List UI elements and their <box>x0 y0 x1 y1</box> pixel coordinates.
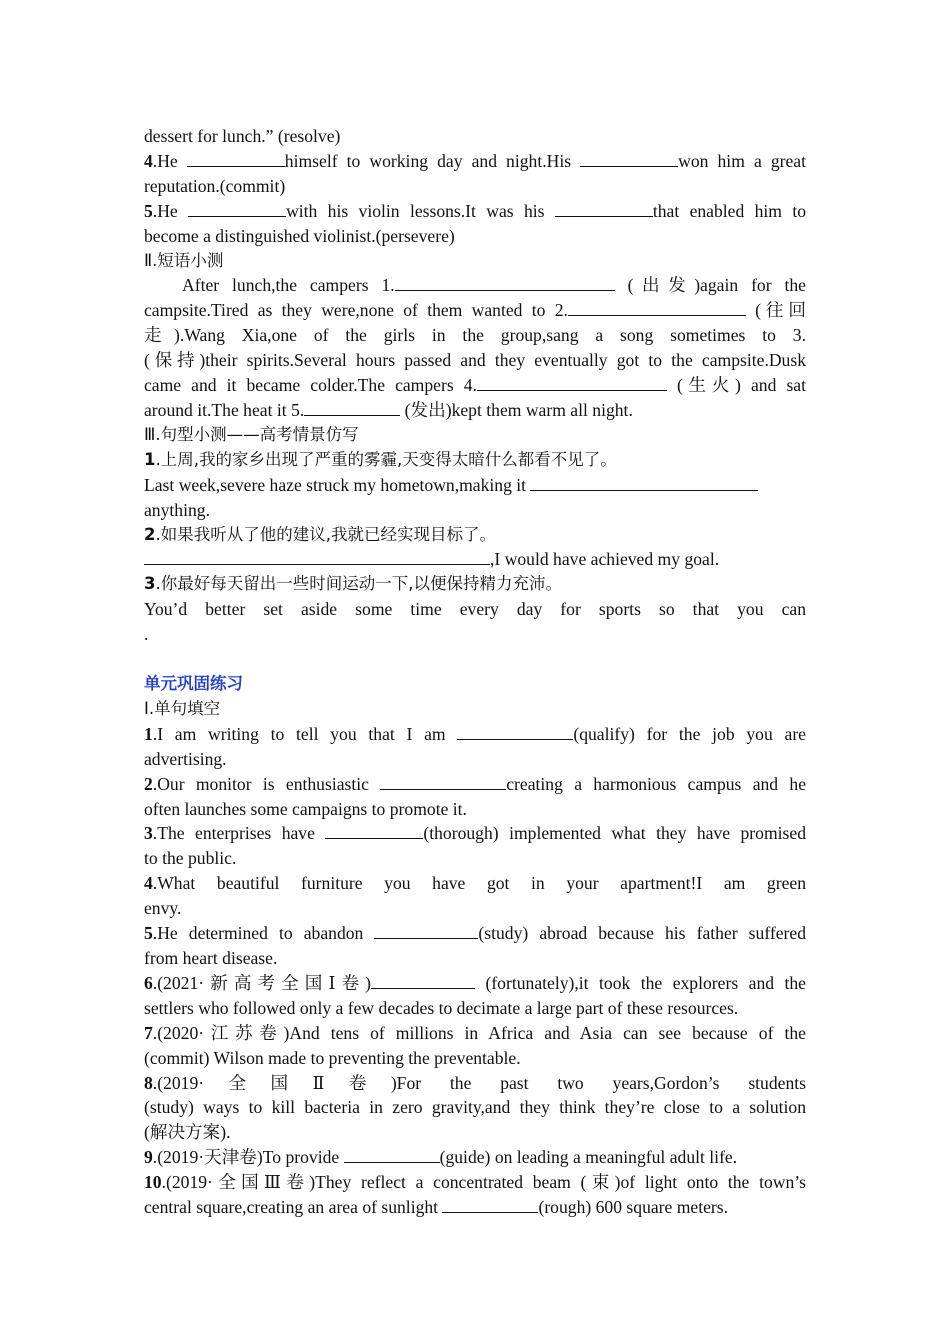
question-number: 7 <box>144 1022 153 1043</box>
question-2-chinese <box>144 523 806 548</box>
text: that enabled him to <box>652 200 807 221</box>
text: creating a harmonious campus and he <box>506 773 807 794</box>
question-number: 2 <box>144 773 153 794</box>
section-heading: Ⅰ.单句填空 <box>144 698 221 718</box>
answer-blank[interactable] <box>371 972 475 989</box>
text: .(2020·江苏卷)And tens of millions in Africa and Asia can see because of the <box>152 1022 806 1043</box>
section-heading: Ⅱ.短语小测 <box>144 250 224 270</box>
text: with his violin lessons.It was his <box>286 200 555 221</box>
answer-blank[interactable] <box>380 773 506 790</box>
text-line: often launches some campaigns to promote it. <box>144 798 467 819</box>
answer-blank[interactable] <box>344 1146 440 1163</box>
answer-blank[interactable] <box>187 150 285 167</box>
text: (rough) 600 square meters. <box>538 1197 729 1218</box>
question-number: 5 <box>144 200 153 221</box>
question-number: 4 <box>144 873 153 894</box>
text: himself to working day and night.His <box>284 150 581 171</box>
answer-blank[interactable] <box>188 200 286 217</box>
text-line: (解决方案). <box>144 1122 231 1143</box>
passage-line <box>144 273 806 298</box>
question-1-english <box>144 473 806 498</box>
text: (往回 <box>745 300 806 321</box>
text-line: from heart disease. <box>144 948 278 968</box>
text: won him a great <box>678 150 806 171</box>
text: .I am writing to tell you that I am <box>152 723 458 744</box>
answer-blank[interactable] <box>568 299 746 316</box>
text: .(2019·天津卷)To provide <box>152 1147 344 1168</box>
text-line: advertising. <box>144 748 227 769</box>
answer-blank[interactable] <box>325 822 423 839</box>
text: .He <box>152 150 187 171</box>
question-2-english <box>144 547 806 572</box>
answer-blank[interactable] <box>442 1196 538 1213</box>
unit-question-2 <box>144 772 806 797</box>
answer-blank[interactable] <box>555 200 653 217</box>
text: .(2021·新高考全国Ⅰ卷) <box>152 972 371 993</box>
text-line: anything. <box>144 499 210 520</box>
question-number: 9 <box>144 1147 153 1168</box>
unit-question-6 <box>144 971 806 996</box>
text: (出发)again for the <box>614 275 806 296</box>
text: .(2019·全国Ⅲ卷)They reflect a concentrated beam (束)of light onto the town’s <box>161 1172 806 1193</box>
question-number: 6 <box>144 972 153 993</box>
unit-question-3 <box>144 821 806 846</box>
text: .He <box>152 200 189 221</box>
answer-blank[interactable] <box>457 723 573 740</box>
answer-blank[interactable] <box>374 922 478 939</box>
text: (fortunately),it took the explorers and the <box>475 972 806 993</box>
text: .你最好每天留出一些时间运动一下,以便保持精力充沛。 <box>155 574 562 594</box>
question-number: 3 <box>144 823 153 844</box>
unit-question-1 <box>144 722 806 747</box>
text: (guide) on leading a meaningful adult life. <box>439 1147 738 1168</box>
text: After lunch,the campers 1. <box>182 275 395 296</box>
text-line <box>144 1195 806 1220</box>
text-line: (study) ways to kill bacteria in zero gravity,and they think they’re close to a solution <box>144 1097 806 1118</box>
text: came and it became colder.The campers 4. <box>144 375 477 396</box>
text: central square,creating an area of sunlight <box>144 1197 443 1218</box>
question-4 <box>144 149 806 174</box>
text: (qualify) for the job you are <box>573 723 806 744</box>
text: around it.The heat it 5. <box>144 399 305 420</box>
text: .He determined to abandon <box>152 923 375 944</box>
question-number: 10 <box>144 1172 162 1193</box>
text-line: reputation.(commit) <box>144 175 286 196</box>
passage-line <box>144 398 806 423</box>
text: (生火) and sat <box>666 375 806 396</box>
document-page <box>144 124 806 1220</box>
passage-line: 走).Wang Xia,one of the girls in the group,sang a song sometimes to 3. <box>144 325 806 346</box>
text-line: dessert for lunch.” (resolve) <box>144 126 341 146</box>
passage-line <box>144 373 806 398</box>
answer-blank[interactable] <box>144 548 490 565</box>
unit-question-7 <box>144 1021 806 1046</box>
question-number: 1 <box>144 723 153 744</box>
answer-blank[interactable] <box>530 474 758 491</box>
question-1-chinese <box>144 448 806 473</box>
answer-blank[interactable] <box>304 399 400 416</box>
text-line: settlers who followed only a few decades to decimate a large part of these resources. <box>144 997 739 1018</box>
question-number: 4 <box>144 150 153 171</box>
unit-question-9 <box>144 1145 806 1170</box>
text: (thorough) implemented what they have promised <box>423 823 806 844</box>
answer-blank[interactable] <box>580 150 678 167</box>
text: campsite.Tired as they were,none of them wanted to 2. <box>144 300 568 321</box>
answer-blank[interactable] <box>395 274 615 291</box>
question-number: 2 <box>144 524 156 544</box>
text: .The enterprises have <box>152 823 326 844</box>
passage-line: (保持)their spirits.Several hours passed and they eventually got to the campsite.Dusk <box>144 350 806 371</box>
text: (发出)kept them warm all night. <box>400 399 633 420</box>
text: .上周,我的家乡出现了严重的雾霾,天变得太暗什么都看不见了。 <box>155 449 617 469</box>
question-3-chinese <box>144 572 806 597</box>
text-line: to the public. <box>144 848 237 869</box>
unit-question-8 <box>144 1071 806 1096</box>
text: Last week,severe haze struck my hometown,making it <box>144 474 531 495</box>
question-number: 5 <box>144 923 153 944</box>
text-line: (commit) Wilson made to preventing the preventable. <box>144 1047 521 1068</box>
question-5 <box>144 199 806 224</box>
text: ,I would have achieved my goal. <box>490 549 720 570</box>
text: .如果我听从了他的建议,我就已经实现目标了。 <box>155 524 496 544</box>
unit-question-5 <box>144 921 806 946</box>
text-line: become a distinguished violinist.(persevere) <box>144 225 455 246</box>
text-line: . <box>144 624 149 645</box>
answer-blank[interactable] <box>477 374 667 391</box>
passage-line <box>144 298 806 323</box>
unit-title: 单元巩固练习 <box>144 674 243 694</box>
question-number: 3 <box>144 574 156 594</box>
text: .(2019·全国Ⅱ卷)For the past two years,Gordon’s students <box>152 1072 806 1093</box>
text: .Our monitor is enthusiastic <box>152 773 381 794</box>
unit-question-10 <box>144 1170 806 1195</box>
text: .What beautiful furniture you have got in your apartment!I am green <box>152 873 806 894</box>
question-3-english: You’d better set aside some time every day for sports so that you can <box>144 599 806 620</box>
section-heading: Ⅲ.句型小测——高考情景仿写 <box>144 424 359 444</box>
text-line: envy. <box>144 898 182 919</box>
question-number: 1 <box>144 449 156 469</box>
text: (study) abroad because his father suffered <box>478 923 806 944</box>
unit-question-4 <box>144 871 806 896</box>
question-number: 8 <box>144 1072 153 1093</box>
